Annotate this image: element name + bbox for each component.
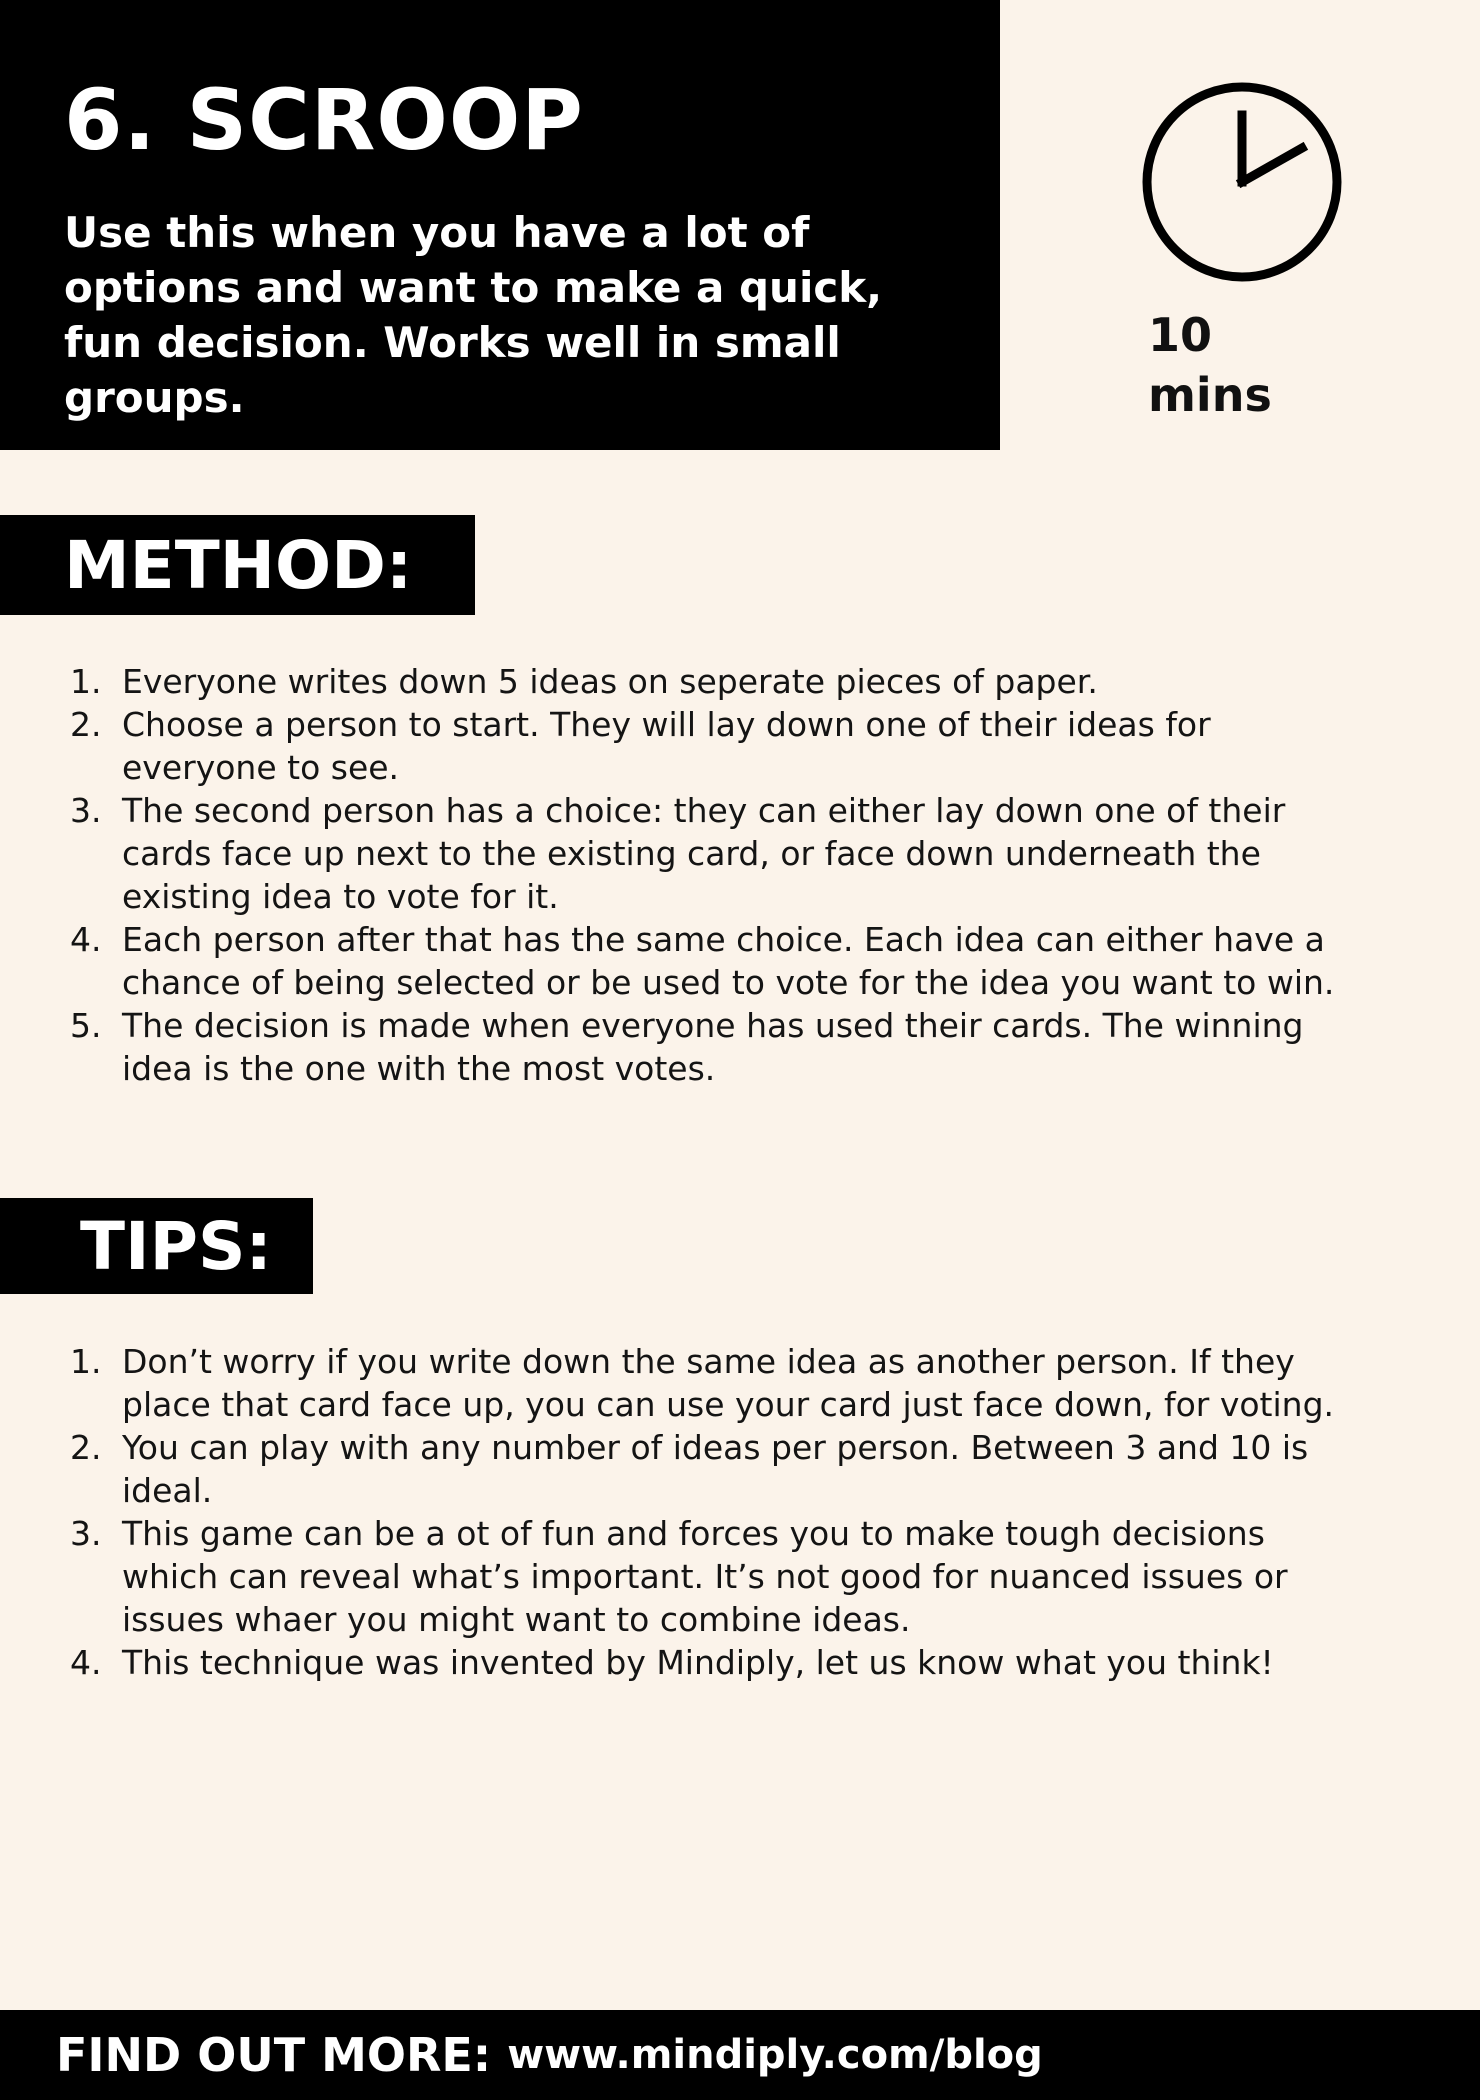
duration-unit: mins (1148, 368, 1272, 422)
tip-number: 4. (70, 1643, 102, 1682)
step-number: 3. (70, 791, 102, 830)
footer-label: FIND OUT MORE: (56, 2028, 492, 2082)
method-list (70, 660, 1370, 1090)
tips-list (70, 1340, 1370, 1684)
tip-item-3 (70, 1512, 1370, 1641)
tip-number: 3. (70, 1514, 102, 1553)
step-text: Each person after that has the same choice. Each idea can either have a chance of being selected or be used to vote for the idea you want to win. (122, 920, 1335, 1002)
tip-number: 2. (70, 1428, 102, 1467)
tips-heading: TIPS: (0, 1198, 313, 1294)
tip-text: This technique was invented by Mindiply, let us know what you think! (122, 1643, 1274, 1682)
step-text: Choose a person to start. They will lay down one of their ideas for everyone to see. (122, 705, 1211, 787)
intro-text: Use this when you have a lot of options and want to make a quick, fun decision. Works well in small groups. (64, 208, 883, 422)
duration-label (1148, 305, 1328, 425)
step-number: 1. (70, 662, 102, 701)
tip-item-1 (70, 1340, 1370, 1426)
page-title: 6. SCROOP (64, 71, 584, 169)
method-step-4 (70, 918, 1370, 1004)
step-number: 4. (70, 920, 102, 959)
footer-link[interactable]: www.mindiply.com/blog (507, 2032, 1043, 2078)
tip-text: This game can be a ot of fun and forces you to make tough decisions which can reveal what’s important. It’s not good for nuanced issues or issues whaer you might want to combine ideas. (122, 1514, 1288, 1639)
step-text: Everyone writes down 5 ideas on seperate pieces of paper. (122, 662, 1098, 701)
step-number: 2. (70, 705, 102, 744)
method-step-3 (70, 789, 1370, 918)
method-step-1 (70, 660, 1370, 703)
method-step-5 (70, 1004, 1370, 1090)
duration-value: 10 (1148, 308, 1213, 362)
step-number: 5. (70, 1006, 102, 1045)
tip-item-2 (70, 1426, 1370, 1512)
clock-icon (1140, 80, 1344, 284)
step-text: The second person has a choice: they can either lay down one of their cards face up next to the existing card, or face down underneath the existing idea to vote for it. (122, 791, 1286, 916)
tip-text: You can play with any number of ideas per person. Between 3 and 10 is ideal. (122, 1428, 1309, 1510)
footer-bar (0, 2010, 1480, 2100)
tip-number: 1. (70, 1342, 102, 1381)
tip-text: Don’t worry if you write down the same idea as another person. If they place that card face up, you can use your card just face down, for voting. (122, 1342, 1335, 1424)
method-step-2 (70, 703, 1370, 789)
tip-item-4 (70, 1641, 1370, 1684)
method-heading: METHOD: (0, 515, 475, 615)
step-text: The decision is made when everyone has used their cards. The winning idea is the one with the most votes. (122, 1006, 1304, 1088)
